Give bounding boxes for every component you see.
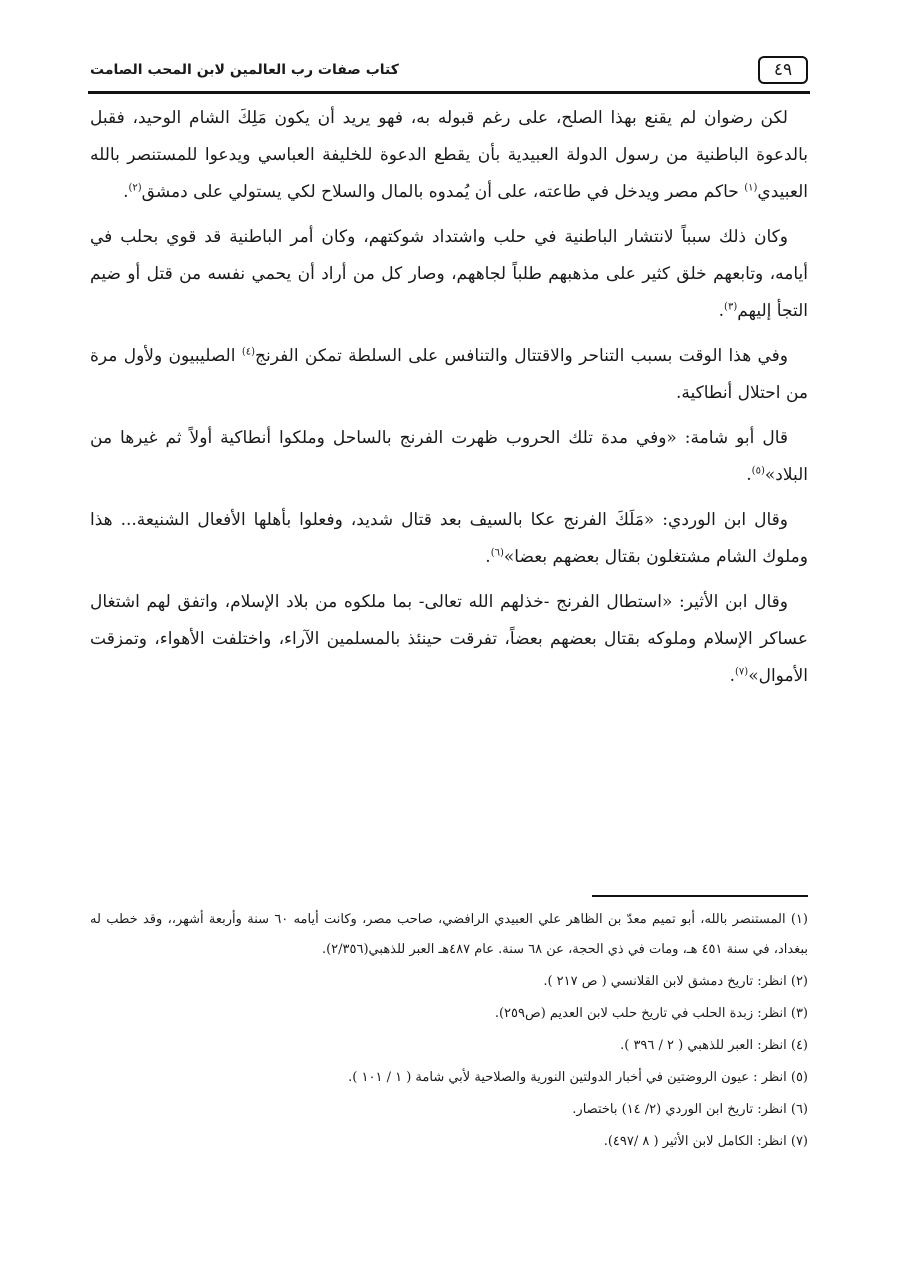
page-number: ٤٩: [758, 56, 808, 84]
footnote-ref-2[interactable]: (٢): [128, 182, 142, 194]
footnote-divider: [592, 895, 808, 897]
paragraph-4: [90, 420, 808, 494]
footnote-7: (٧) انظر: الكامل لابن الأثير ( ٨ /٤٩٧).: [603, 1134, 808, 1149]
footnote-1: (١) المستنصر بالله، أبو تميم معدّ بن الظاهر علي العبيدي الرافضي، صاحب مصر، وكانت أيامه ٦٠ سنة وأربعة أشهر،، وقد خطب له ببغداد، في سنة ٤٥١ هـ، ومات في ذي الحجة، عن ٦٨ سنة. عام ٤٨٧هـ العبر للذهبي(٢/٣٥٦).: [90, 912, 808, 957]
footnote-3: (٣) انظر: زبدة الحلب في تاريخ حلب لابن العديم (ص٢٥٩).: [494, 1006, 808, 1021]
footnote-2: (٢) انظر: تاريخ دمشق لابن القلانسي ( ص ٢١٧ ).: [543, 974, 808, 989]
book-title: كتاب صفات رب العالمين لابن المحب الصامت: [90, 62, 399, 78]
paragraph-text: وقال ابن الأثير: «استطال الفرنج -خذلهم الله تعالى- بما ملكوه من بلاد الإسلام، واتفق لهم اشتغال عساكر الإسلام وملوكه بقتال بعضهم بعضاً، تفرقت حينئذ بالمسلمين الآراء، واختلفت الأهواء، وتمزقت الأموال»: [90, 592, 808, 686]
paragraph-text: وقال ابن الوردي: «مَلَكَ الفرنج عكا بالسيف بعد قتال شديد، وفعلوا بأهلها الأفعال الشنيعة... هذا وملوك الشام مشتغلون بقتال بعضهم بعضا»: [90, 510, 808, 567]
paragraph-text: وفي هذا الوقت بسبب التناحر والاقتتال والتنافس على السلطة تمكن الفرنج: [255, 346, 789, 366]
paragraph-3: [90, 338, 808, 412]
paragraph-text: حاكم مصر ويدخل في طاعته، على أن يُمدوه بالمال والسلاح لكي يستولي على دمشق: [141, 182, 745, 202]
paragraph-text: .: [718, 301, 725, 321]
page-header: [90, 56, 808, 90]
paragraph-text: لكن رضوان لم يقنع بهذا الصلح، على رغم قبوله به، فهو يريد أن يكون مَلِكَ الشام الوحيد، فقبل بالدعوة الباطنية من رسول الدولة العبيدية بأن يقطع الدعوة للخليفة العباسي ويدعوا للمستنصر بالله العبيدي: [90, 108, 808, 202]
footnote-ref-5[interactable]: (٥): [751, 465, 765, 477]
footnote-ref-4[interactable]: (٤): [241, 346, 255, 358]
paragraph-text: وكان ذلك سبباً لانتشار الباطنية في حلب واشتداد شوكتهم، وكان أمر الباطنية قد قوي بحلب في أيامه، وتابعهم خلق كثير على مذهبهم طلباً لجاههم، وصار كل من أراد أن يحمي نفسه من قتل أو ضيم التجأ إليهم: [90, 227, 808, 321]
paragraph-5: [90, 502, 808, 576]
footnote-ref-3[interactable]: (٣): [724, 301, 738, 313]
footnote-ref-1[interactable]: (١): [744, 182, 758, 194]
paragraph-2: [90, 219, 808, 330]
footnote-ref-6[interactable]: (٦): [490, 547, 504, 559]
header-divider: [88, 91, 810, 94]
paragraph-6: [90, 584, 808, 695]
paragraph-text: .: [746, 465, 752, 485]
paragraph-text: .: [485, 547, 491, 567]
main-text: [90, 100, 808, 703]
paragraph-text: الصليبيون ولأول مرة من احتلال أنطاكية.: [90, 346, 808, 403]
footnote-5: (٥) انظر : عيون الروضتين في أخبار الدولتين النورية والصلاحية لأبي شامة ( ١ / ١٠١ ).: [348, 1070, 808, 1085]
footnotes: [90, 905, 808, 1159]
footnote-4: (٤) انظر: العبر للذهبي ( ٢ / ٣٩٦ ).: [620, 1038, 808, 1053]
paragraph-text: .: [729, 666, 736, 686]
footnote-6: (٦) انظر: تاريخ ابن الوردي (٢/ ١٤) باختصار.: [572, 1102, 808, 1117]
footnote-ref-7[interactable]: (٧): [735, 666, 749, 678]
paragraph-text: .: [123, 182, 129, 202]
paragraph-text: قال أبو شامة: «وفي مدة تلك الحروب ظهرت الفرنج بالساحل وملكوا أنطاكية أولاً ثم غيرها من البلاد»: [90, 428, 808, 485]
paragraph-1: [90, 100, 808, 211]
